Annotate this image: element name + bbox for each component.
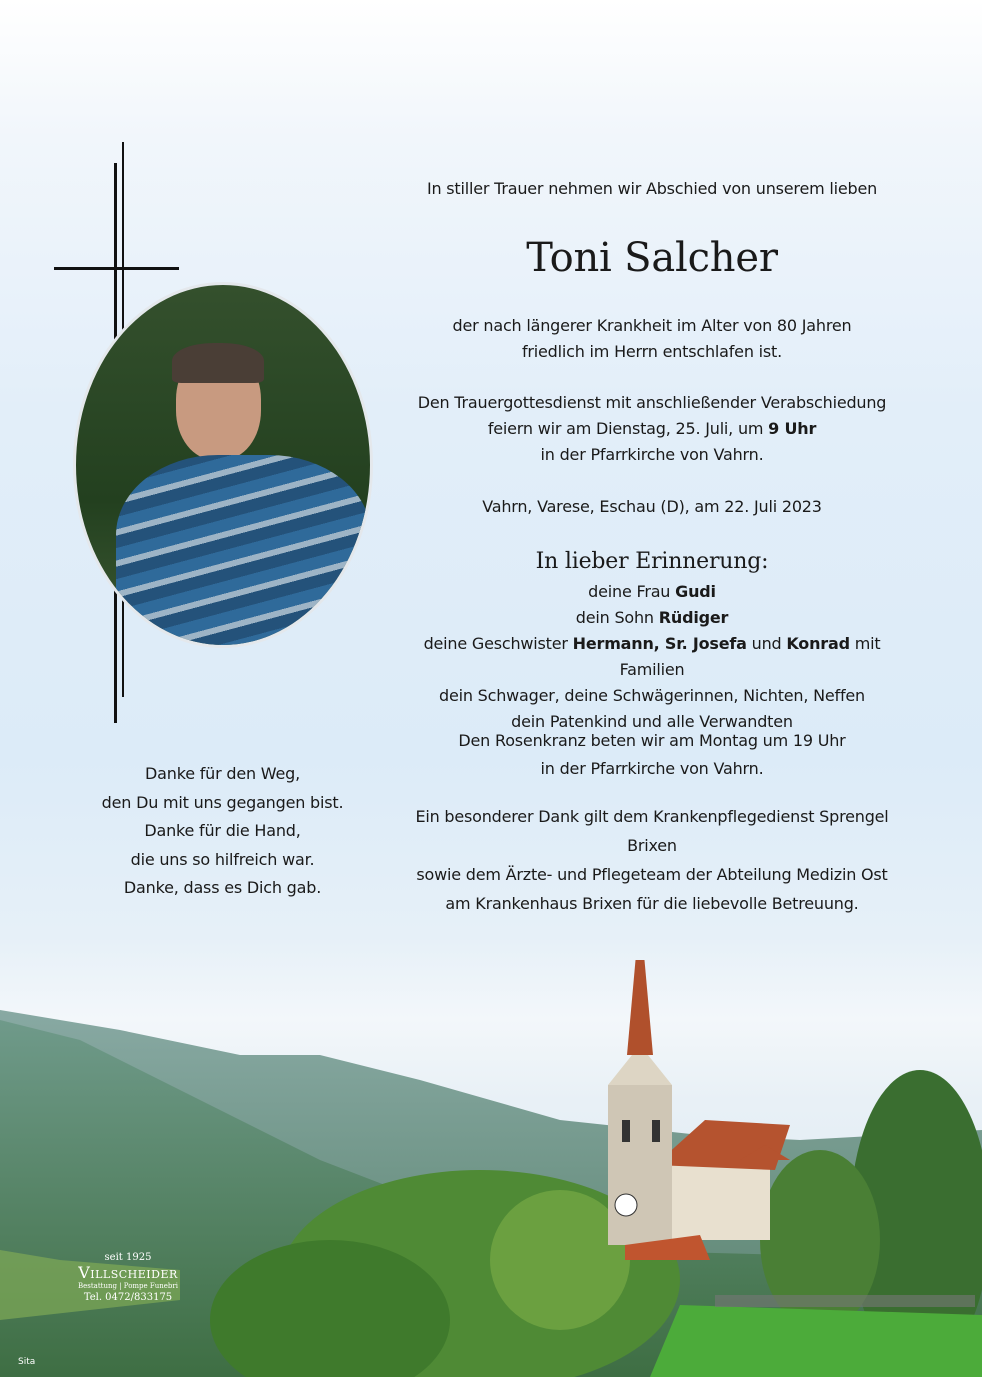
portrait-photo [73,282,373,648]
photo-credit: Sita [18,1357,36,1367]
text-line: Den Rosenkranz beten wir am Montag um 19 Uhr [458,731,846,750]
text-line [392,605,912,631]
funeral-home-logo [58,1252,198,1303]
text: und [746,634,787,653]
text-line: der nach längerer Krankheit im Alter von 80 Jahren [452,316,852,335]
name: Gudi [675,582,716,601]
name: Rüdiger [658,608,729,627]
text-line: friedlich im Herrn entschlafen ist. [521,342,782,361]
deceased-name: Toni Salcher [526,235,778,281]
text: feiern wir am Dienstag, 25. Juli, um [487,419,769,438]
text-line: dein Schwager, deine Schwägerinnen, Nichten, Neffen [438,686,865,705]
text: mit Familien [619,634,881,679]
portrait-hair [172,343,264,383]
text: deine Geschwister [423,634,573,653]
cross-horizontal [54,267,179,270]
poem-line: Danke für die Hand, [144,821,301,840]
memory-heading: In lieber Erinnerung: [535,549,769,574]
time: 9 Uhr [768,419,817,438]
text: deine Frau [588,582,676,601]
logo-since: seit 1925 [104,1252,152,1263]
text-line: am Krankenhaus Brixen für die liebevolle Betreuung. [445,894,859,913]
text-line: in der Pfarrkirche von Vahrn. [540,445,764,464]
portrait-sweater [116,455,371,648]
text-line [392,579,912,605]
text: dein Sohn [575,608,659,627]
text-line: in der Pfarrkirche von Vahrn. [540,759,764,778]
text-line [392,631,912,683]
text-line: sowie dem Ärzte- und Pflegeteam der Abteilung Medizin Ost [416,865,888,884]
logo-subtitle: Bestattung | Pompe Funebri [77,1282,178,1290]
name: Konrad [786,634,850,653]
logo-brand: Villscheider [78,1263,178,1282]
intro-text: In stiller Trauer nehmen wir Abschied von unserem lieben [426,179,878,198]
text-line [402,416,902,442]
poem-line: Danke, dass es Dich gab. [123,878,322,897]
text-line: dein Patenkind und alle Verwandten [511,712,793,731]
name: Hermann, Sr. Josefa [572,634,747,653]
text-line: Den Trauergottesdienst mit anschließender Verabschiedung [417,393,887,412]
poem-line: die uns so hilfreich war. [130,849,315,869]
poem-line: Danke für den Weg, [145,764,300,783]
logo-phone: Tel. 0472/833175 [83,1292,173,1303]
place-date: Vahrn, Varese, Eschau (D), am 22. Juli 2023 [482,497,822,516]
landscape-background [0,960,982,1377]
text-line: Ein besonderer Dank gilt dem Krankenpflegedienst Sprengel Brixen [415,807,889,855]
poem-line: den Du mit uns gegangen bist. [101,792,344,812]
poem [80,760,365,903]
